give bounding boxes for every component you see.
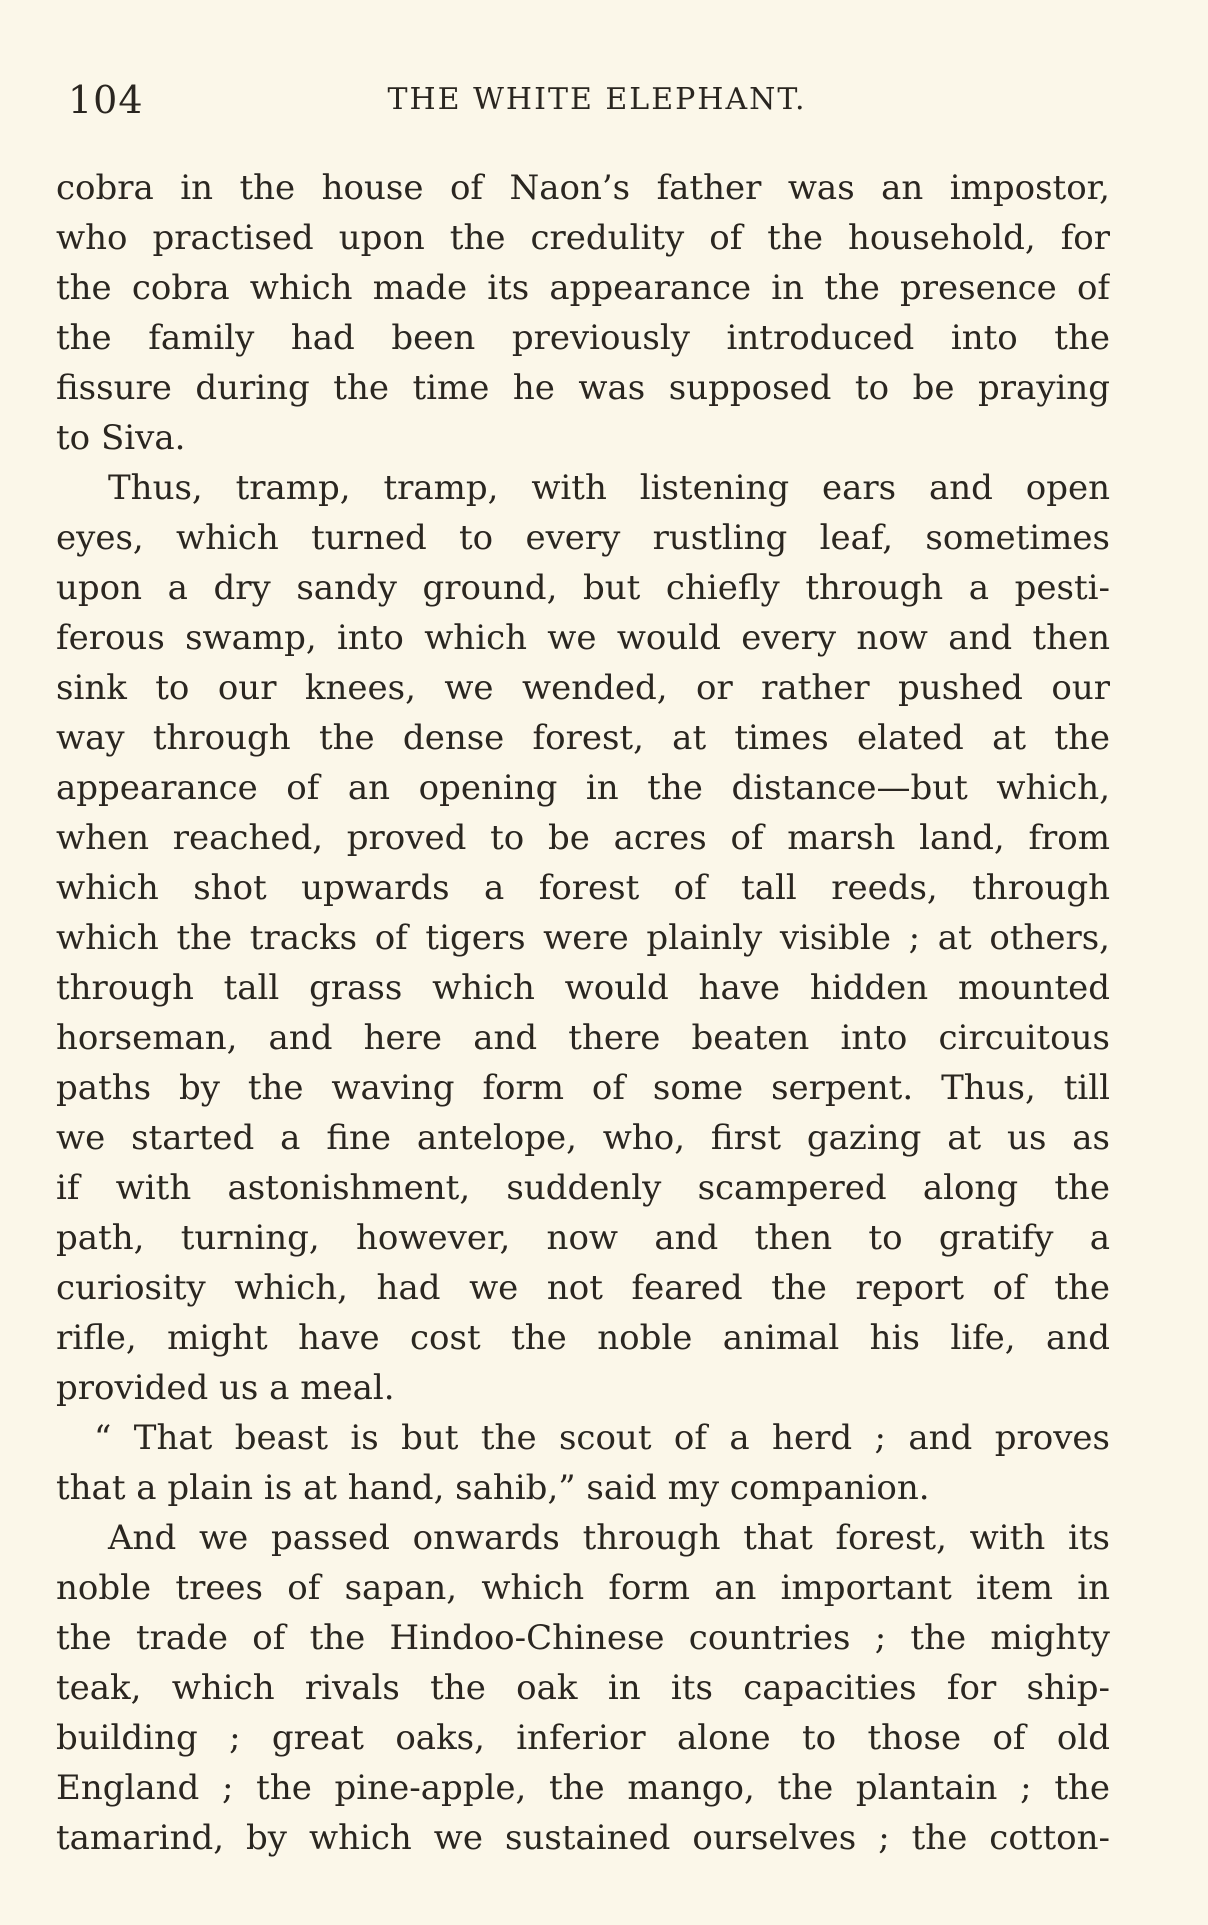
- text-line: Thus, tramp, tramp, with listening ears and open: [108, 468, 1110, 508]
- text-line: which the tracks of tigers were plainly visible ; at others,: [56, 918, 1110, 958]
- text-line: eyes, which turned to every rustling leaf, sometimes: [56, 518, 1110, 558]
- text-line: through tall grass which would have hidden mounted: [56, 968, 1110, 1008]
- text-line: tamarind, by which we sustained ourselves ; the cotton-: [56, 1818, 1110, 1858]
- text-line: which shot upwards a forest of tall reeds, through: [56, 868, 1110, 908]
- text-line: if with astonishment, suddenly scampered along the: [56, 1168, 1110, 1208]
- page-header: [68, 78, 1126, 128]
- text-line: sink to our knees, we wended, or rather pushed our: [56, 668, 1110, 708]
- text-line: appearance of an opening in the distance—but which,: [56, 768, 1110, 808]
- text-line: curiosity which, had we not feared the report of the: [56, 1268, 1110, 1308]
- text-line: fissure during the time he was supposed to be praying: [56, 368, 1110, 408]
- text-line: noble trees of sapan, which form an important item in: [56, 1568, 1110, 1608]
- text-line: path, turning, however, now and then to gratify a: [56, 1218, 1110, 1258]
- text-line: when reached, proved to be acres of marsh land, from: [56, 818, 1110, 858]
- text-line: England ; the pine-apple, the mango, the plantain ; the: [56, 1768, 1110, 1808]
- text-line: ferous swamp, into which we would every now and then: [56, 618, 1110, 658]
- text-line: horseman, and here and there beaten into circuitous: [56, 1018, 1110, 1058]
- text-line: “ That beast is but the scout of a herd ; and proves: [94, 1418, 1110, 1458]
- text-line: cobra in the house of Naon’s father was an impostor,: [56, 168, 1110, 208]
- text-line: upon a dry sandy ground, but chiefly through a pesti-: [56, 568, 1110, 608]
- text-line: provided us a meal.: [56, 1368, 395, 1408]
- text-line: the family had been previously introduced into the: [56, 318, 1110, 358]
- text-line: rifle, might have cost the noble animal his life, and: [56, 1318, 1110, 1358]
- body-text: [56, 163, 1110, 1863]
- text-line: And we passed onwards through that forest, with its: [108, 1518, 1110, 1558]
- text-line: building ; great oaks, inferior alone to those of old: [56, 1718, 1110, 1758]
- text-line: way through the dense forest, at times elated at the: [56, 718, 1110, 758]
- text-line: to Siva.: [56, 418, 186, 458]
- text-line: who practised upon the credulity of the household, for: [56, 218, 1110, 258]
- text-line: the cobra which made its appearance in the presence of: [56, 268, 1110, 308]
- text-line: that a plain is at hand, sahib,” said my companion.: [56, 1468, 930, 1508]
- page-number: 104: [68, 78, 144, 122]
- text-line: teak, which rivals the oak in its capacities for ship-: [56, 1668, 1110, 1708]
- text-line: paths by the waving form of some serpent. Thus, till: [56, 1068, 1110, 1108]
- text-line: we started a fine antelope, who, first gazing at us as: [56, 1118, 1110, 1158]
- text-line: the trade of the Hindoo-Chinese countries ; the mighty: [56, 1618, 1110, 1658]
- running-title: THE WHITE ELEPHANT.: [387, 82, 807, 117]
